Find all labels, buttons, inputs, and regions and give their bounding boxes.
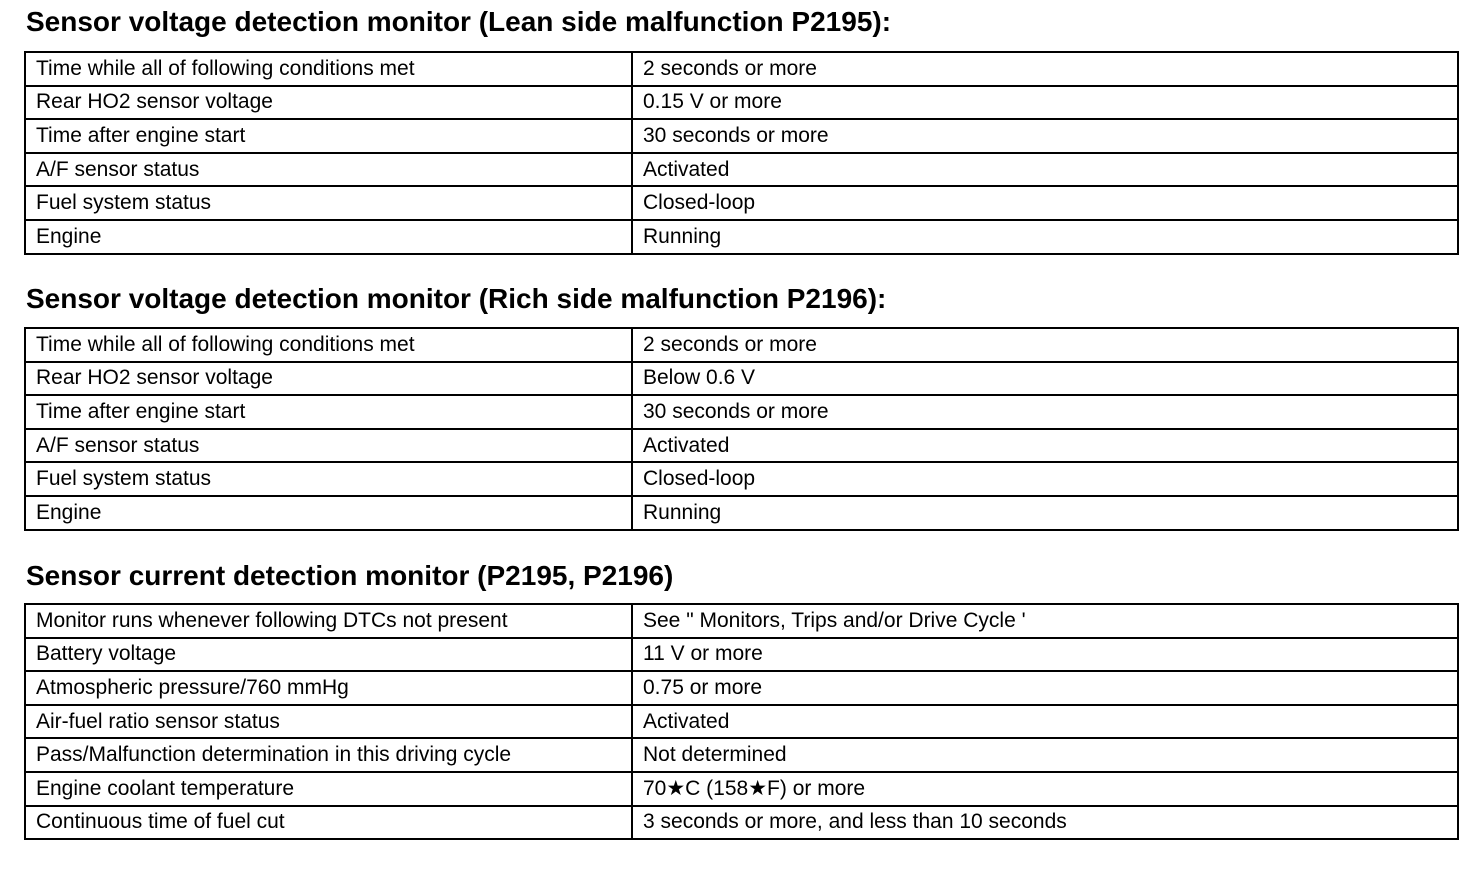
- condition-cell: Monitor runs whenever following DTCs not present: [25, 604, 632, 638]
- value-cell: 11 V or more: [632, 638, 1458, 672]
- table-row: [25, 496, 1458, 530]
- table-row: [25, 705, 1458, 739]
- condition-cell: Time while all of following conditions met: [25, 328, 632, 362]
- value-cell: 70★C (158★F) or more: [632, 772, 1458, 806]
- value-cell: Activated: [632, 705, 1458, 739]
- table-row: [25, 186, 1458, 220]
- condition-cell: Time after engine start: [25, 395, 632, 429]
- value-cell: Closed-loop: [632, 186, 1458, 220]
- value-cell: Activated: [632, 153, 1458, 187]
- table-row: [25, 671, 1458, 705]
- value-cell: Running: [632, 496, 1458, 530]
- condition-cell: Time while all of following conditions met: [25, 52, 632, 86]
- condition-cell: Engine coolant temperature: [25, 772, 632, 806]
- condition-cell: Rear HO2 sensor voltage: [25, 86, 632, 120]
- table-row: [25, 638, 1458, 672]
- value-cell: Closed-loop: [632, 462, 1458, 496]
- value-cell: Activated: [632, 429, 1458, 463]
- table-row: [25, 604, 1458, 638]
- table-row: [25, 772, 1458, 806]
- section-title-rich-voltage-monitor: Sensor voltage detection monitor (Rich side malfunction P2196):: [26, 283, 887, 314]
- value-cell: 2 seconds or more: [632, 52, 1458, 86]
- table-row: [25, 429, 1458, 463]
- section-title-current-monitor: Sensor current detection monitor (P2195, P2196): [26, 560, 674, 591]
- condition-cell: A/F sensor status: [25, 153, 632, 187]
- table-row: [25, 86, 1458, 120]
- table-row: [25, 153, 1458, 187]
- value-cell: Running: [632, 220, 1458, 254]
- value-cell: 3 seconds or more, and less than 10 seconds: [632, 806, 1458, 840]
- condition-cell: Engine: [25, 496, 632, 530]
- value-cell: 0.15 V or more: [632, 86, 1458, 120]
- value-cell: 0.75 or more: [632, 671, 1458, 705]
- condition-cell: Battery voltage: [25, 638, 632, 672]
- rich-voltage-conditions-table: [24, 327, 1459, 531]
- lean-voltage-conditions-table: [24, 51, 1459, 255]
- section-title-lean-voltage-monitor: Sensor voltage detection monitor (Lean side malfunction P2195):: [26, 6, 892, 37]
- condition-cell: Continuous time of fuel cut: [25, 806, 632, 840]
- condition-cell: Fuel system status: [25, 186, 632, 220]
- table-row: [25, 362, 1458, 396]
- condition-cell: Fuel system status: [25, 462, 632, 496]
- current-monitor-conditions-table: [24, 603, 1459, 840]
- condition-cell: Pass/Malfunction determination in this driving cycle: [25, 738, 632, 772]
- condition-cell: Air-fuel ratio sensor status: [25, 705, 632, 739]
- table-row: [25, 738, 1458, 772]
- value-cell: Below 0.6 V: [632, 362, 1458, 396]
- table-row: [25, 220, 1458, 254]
- table-row: [25, 52, 1458, 86]
- table-row: [25, 462, 1458, 496]
- value-cell: 30 seconds or more: [632, 395, 1458, 429]
- table-row: [25, 395, 1458, 429]
- table-row: [25, 119, 1458, 153]
- table-row: [25, 328, 1458, 362]
- condition-cell: Engine: [25, 220, 632, 254]
- value-cell: See " Monitors, Trips and/or Drive Cycle ': [632, 604, 1458, 638]
- table-row: [25, 806, 1458, 840]
- condition-cell: A/F sensor status: [25, 429, 632, 463]
- value-cell: Not determined: [632, 738, 1458, 772]
- condition-cell: Rear HO2 sensor voltage: [25, 362, 632, 396]
- value-cell: 30 seconds or more: [632, 119, 1458, 153]
- condition-cell: Atmospheric pressure/760 mmHg: [25, 671, 632, 705]
- value-cell: 2 seconds or more: [632, 328, 1458, 362]
- condition-cell: Time after engine start: [25, 119, 632, 153]
